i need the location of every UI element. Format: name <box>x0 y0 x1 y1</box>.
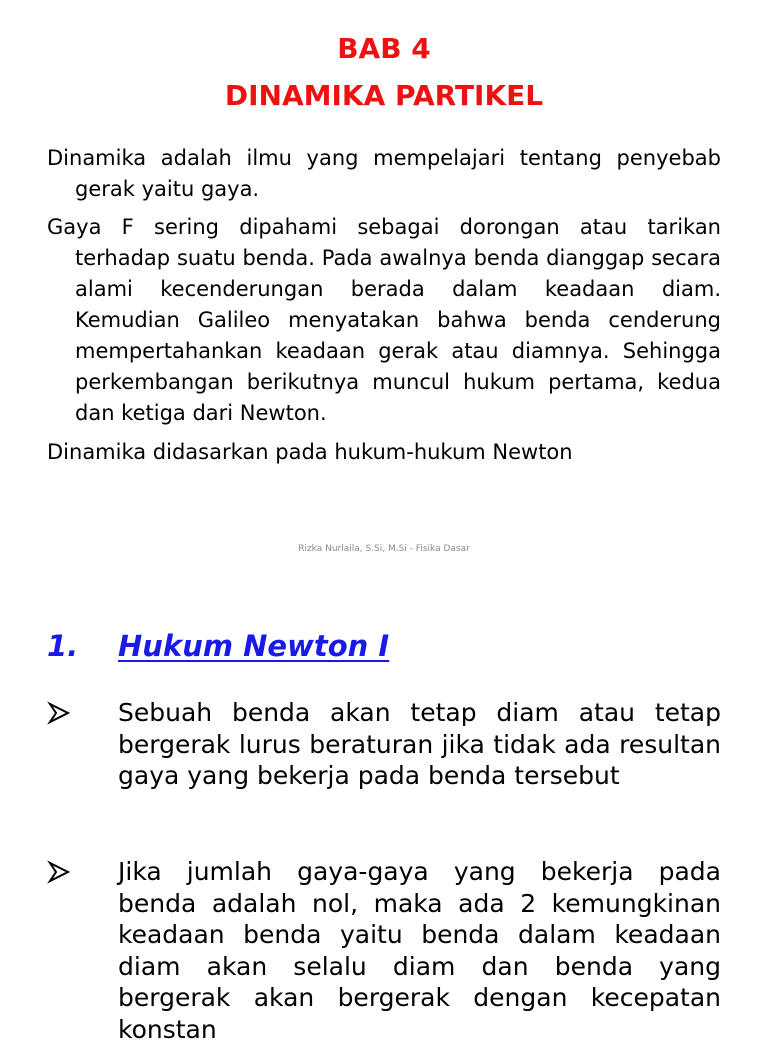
paragraph-definition: Dinamika adalah ilmu yang mempelajari tentang penyebab gerak yaitu gaya. <box>47 146 721 201</box>
section-heading <box>47 626 389 666</box>
section-number: 1. <box>47 629 79 663</box>
paragraph-basis: Dinamika didasarkan pada hukum-hukum Newton <box>47 440 573 464</box>
paragraph-force: Gaya F sering dipahami sebagai dorongan atau tarikan terhadap suatu benda. Pada awalnya benda dianggap secara alami kecenderungan berada dalam keadaan diam. Kemudian Galileo menyatakan bahwa benda cenderung mempertahankan keadaan gerak atau diamnya. Sehingga perkembangan berikutnya muncul hukum pertama, kedua dan ketiga dari Newton. <box>47 215 721 425</box>
arrow-bullet-icon <box>47 701 71 725</box>
chapter-subtitle: DINAMIKA PARTIKEL <box>224 79 544 112</box>
section-title: Hukum Newton I <box>118 629 390 663</box>
bullet-item: Sebuah benda akan tetap diam atau tetap bergerak lurus beraturan jika tidak ada resultan gaya yang bekerja pada benda tersebut <box>118 698 721 790</box>
arrow-bullet-icon <box>47 860 71 884</box>
bullet-item: Jika jumlah gaya-gaya yang bekerja pada benda adalah nol, maka ada 2 kemungkinan keadaan benda yaitu benda dalam keadaan diam akan selalu diam dan benda yang bergerak akan bergerak dengan kecepatan konstan <box>118 857 721 1044</box>
slide-footer: Rizka Nurlaila, S.Si, M.Si - Fisika Dasar <box>298 544 470 554</box>
chapter-title: BAB 4 <box>337 32 431 65</box>
